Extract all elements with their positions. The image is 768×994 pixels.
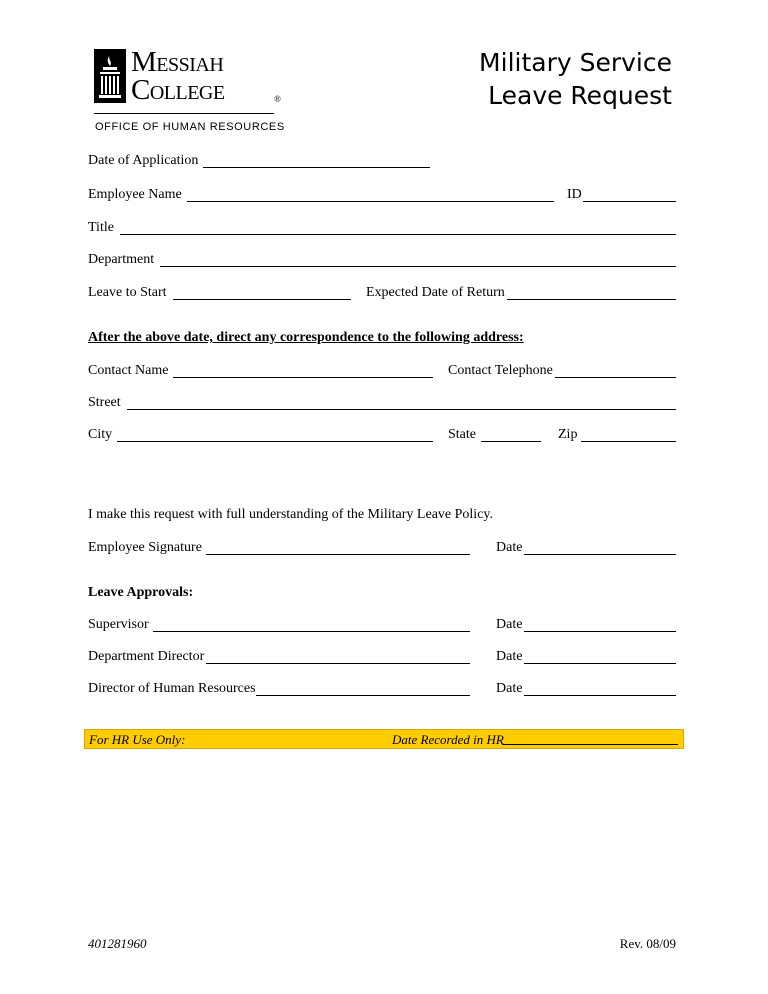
employee-name-field[interactable]	[187, 201, 554, 202]
title-field[interactable]	[120, 234, 676, 235]
contact-telephone-field[interactable]	[555, 377, 676, 378]
registered-mark: ®	[274, 94, 281, 104]
contact-telephone-label: Contact Telephone	[448, 363, 553, 378]
director-hr-field[interactable]	[256, 695, 470, 696]
leave-to-start-label: Leave to Start	[88, 285, 167, 300]
city-label: City	[88, 427, 113, 442]
form-number: 401281960	[88, 936, 147, 951]
department-label: Department	[88, 252, 155, 267]
department-director-date-label: Date	[496, 649, 523, 664]
state-field[interactable]	[481, 441, 541, 442]
revision-date: Rev. 08/09	[619, 936, 676, 951]
id-field[interactable]	[583, 201, 676, 202]
logo-divider	[94, 113, 274, 114]
hr-use-label: For HR Use Only:	[89, 732, 186, 747]
signature-date-field[interactable]	[524, 554, 676, 555]
logo-name-line1: Messiah	[131, 46, 224, 78]
college-crest-icon	[94, 49, 126, 103]
approvals-heading: Leave Approvals:	[88, 585, 194, 600]
date-recorded-field[interactable]	[502, 744, 678, 745]
policy-statement: I make this request with full understanding of the Military Leave Policy.	[88, 507, 493, 522]
department-field[interactable]	[160, 266, 676, 267]
form-title-line1: Military Service	[479, 48, 672, 77]
zip-label: Zip	[558, 427, 578, 442]
employee-signature-label: Employee Signature	[88, 540, 202, 555]
expected-return-field[interactable]	[507, 299, 676, 300]
employee-signature-field[interactable]	[206, 554, 470, 555]
contact-name-field[interactable]	[173, 377, 433, 378]
office-name: OFFICE OF HUMAN RESOURCES	[95, 121, 285, 133]
street-label: Street	[88, 395, 121, 410]
city-field[interactable]	[117, 441, 433, 442]
street-field[interactable]	[127, 409, 676, 410]
supervisor-date-label: Date	[496, 617, 523, 632]
leave-to-start-field[interactable]	[173, 299, 351, 300]
date-recorded-label: Date Recorded in HR	[392, 732, 504, 747]
correspondence-heading: After the above date, direct any correspondence to the following address:	[88, 330, 524, 345]
supervisor-field[interactable]	[153, 631, 470, 632]
form-title-line2: Leave Request	[488, 81, 672, 110]
state-label: State	[448, 427, 476, 442]
title-label: Title	[88, 220, 114, 235]
director-hr-date-field[interactable]	[524, 695, 676, 696]
logo-name-line2: College	[131, 74, 225, 106]
date-of-application-label: Date of Application	[88, 153, 199, 168]
contact-name-label: Contact Name	[88, 363, 169, 378]
id-label: ID	[567, 187, 582, 202]
director-hr-date-label: Date	[496, 681, 523, 696]
form-title	[479, 46, 672, 112]
zip-field[interactable]	[581, 441, 676, 442]
supervisor-label: Supervisor	[88, 617, 149, 632]
employee-name-label: Employee Name	[88, 187, 182, 202]
department-director-label: Department Director	[88, 649, 205, 664]
expected-return-label: Expected Date of Return	[366, 285, 505, 300]
department-director-field[interactable]	[206, 663, 470, 664]
supervisor-date-field[interactable]	[524, 631, 676, 632]
signature-date-label: Date	[496, 540, 523, 555]
director-hr-label: Director of Human Resources	[88, 681, 256, 696]
date-of-application-field[interactable]	[203, 167, 430, 168]
hr-use-box	[84, 729, 684, 749]
department-director-date-field[interactable]	[524, 663, 676, 664]
